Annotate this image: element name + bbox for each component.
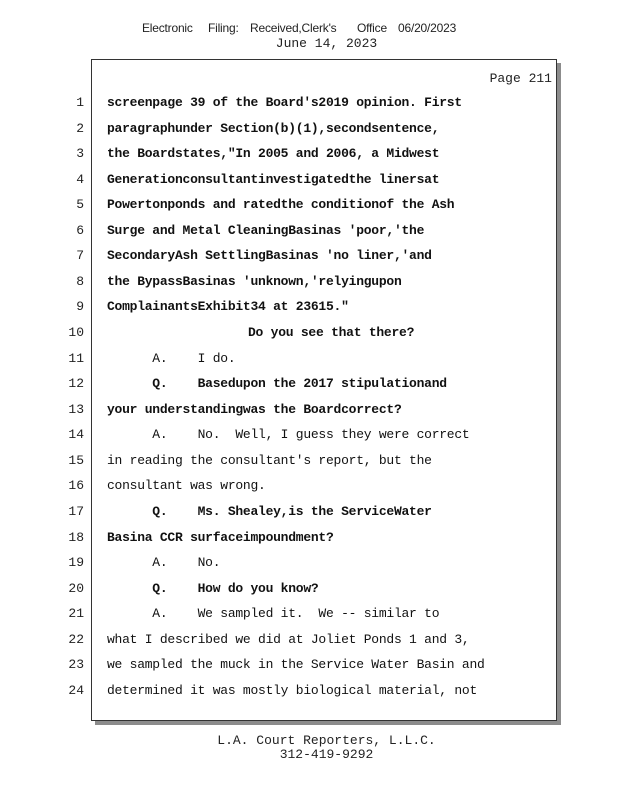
- line-number: 7: [76, 248, 84, 263]
- line-number: 9: [76, 299, 84, 314]
- line-number: 2: [76, 121, 84, 136]
- transcript-line: consultant was wrong.: [107, 478, 266, 493]
- filing-received: Received,Clerk's: [250, 21, 337, 35]
- line-number: 18: [68, 530, 84, 545]
- transcript-line: A. We sampled it. We -- similar to: [107, 606, 440, 621]
- transcript-line: your understandingwas the Boardcorrect?: [107, 402, 402, 417]
- transcript-line: A. No. Well, I guess they were correct: [107, 427, 470, 442]
- line-number: 12: [68, 376, 84, 391]
- line-number: 20: [68, 581, 84, 596]
- transcript-line: ComplainantsExhibit34 at 23615.": [107, 299, 349, 314]
- transcript-line: SecondaryAsh SettlingBasinas 'no liner,'and: [107, 248, 432, 263]
- filing-label: Filing:: [208, 21, 239, 35]
- line-number: 19: [68, 555, 84, 570]
- line-number: 6: [76, 223, 84, 238]
- line-number: 5: [76, 197, 84, 212]
- transcript-line: Q. Ms. Shealey,is the ServiceWater: [107, 504, 432, 519]
- line-number: 23: [68, 657, 84, 672]
- filing-electronic: Electronic: [142, 21, 193, 35]
- line-number: 15: [68, 453, 84, 468]
- footer-phone: 312-419-9292: [279, 747, 374, 762]
- footer-reporter: L.A. Court Reporters, L.L.C.: [217, 733, 436, 748]
- transcript-date: June 14, 2023: [275, 36, 378, 51]
- line-number: 13: [68, 402, 84, 417]
- line-number: 17: [68, 504, 84, 519]
- transcript-line: what I described we did at Joliet Ponds 1 and 3,: [107, 632, 470, 647]
- transcript-line: Powertonponds and ratedthe conditionof the Ash: [107, 197, 455, 212]
- transcript-line: Generationconsultantinvestigatedthe linersat: [107, 172, 440, 187]
- line-number: 4: [76, 172, 84, 187]
- transcript-line: A. I do.: [107, 351, 236, 366]
- line-number: 24: [68, 683, 84, 698]
- transcript-line: we sampled the muck in the Service Water Basin and: [107, 657, 485, 672]
- transcript-line: the Boardstates,"In 2005 and 2006, a Midwest: [107, 146, 440, 161]
- transcript-line: A. No.: [107, 555, 221, 570]
- transcript-line: paragraphunder Section(b)(1),secondsentence,: [107, 121, 440, 136]
- transcript-line: Do you see that there?: [248, 325, 415, 340]
- filing-office: Office: [357, 21, 387, 35]
- line-number: 22: [68, 632, 84, 647]
- transcript-line: the BypassBasinas 'unknown,'relyingupon: [107, 274, 402, 289]
- transcript-line: Surge and Metal CleaningBasinas 'poor,'the: [107, 223, 425, 238]
- filing-date: 06/20/2023: [398, 21, 457, 35]
- line-number: 3: [76, 146, 84, 161]
- line-number: 1: [76, 95, 84, 110]
- line-number: 21: [68, 606, 84, 621]
- line-number: 10: [68, 325, 84, 340]
- page-number: Page 211: [489, 71, 552, 86]
- line-number: 14: [68, 427, 84, 442]
- line-number: 11: [68, 351, 84, 366]
- transcript-line: in reading the consultant's report, but the: [107, 453, 432, 468]
- line-number: 8: [76, 274, 84, 289]
- transcript-line: determined it was mostly biological material, not: [107, 683, 478, 698]
- line-number: 16: [68, 478, 84, 493]
- filing-stamp: [0, 21, 618, 35]
- transcript-line: Q. How do you know?: [107, 581, 319, 596]
- transcript-line: Q. Basedupon the 2017 stipulationand: [107, 376, 447, 391]
- transcript-line: screenpage 39 of the Board's2019 opinion. First: [107, 95, 462, 110]
- transcript-line: Basina CCR surfaceimpoundment?: [107, 530, 334, 545]
